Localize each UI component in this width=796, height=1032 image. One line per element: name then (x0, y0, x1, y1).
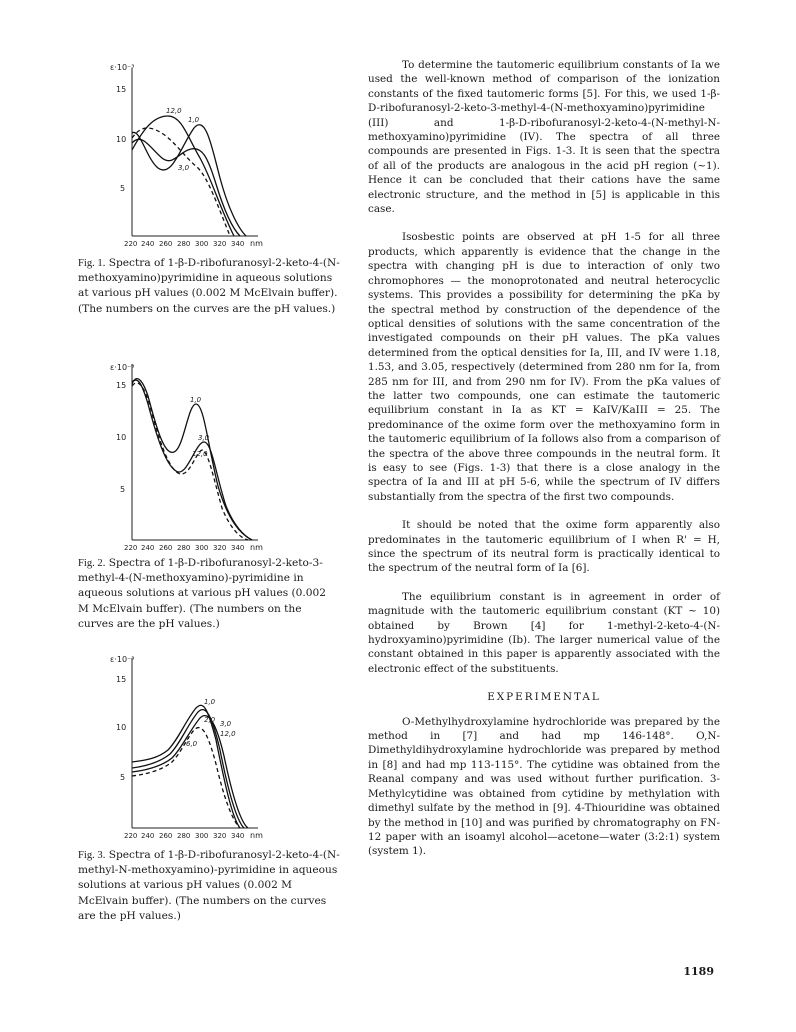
figure-3-plot (108, 650, 288, 842)
paragraph: Isosbestic points are observed at pH 1-5 for all three products, which apparently is evidence that the change in the spectra with changing pH is due to interaction of only two chromophores — the monoprotonated and neutral heterocyclic systems. This provides a possibility for determining the pKa by the spectral method by construction of the dependence of the optical densities of solutions with the same concentration of the investigated compounds on their pH values. The pKa values determined from the optical densities for Ia, III, and IV were 1.18, 1.53, and 3.05, respectively (determined from 280 nm for Ia, from 285 nm for III, and from 290 nm for IV). From the pKa values of the latter two compounds, one can estimate the tautomeric equilibrium constant in Ia as KT = KaIV/KaIII = 25. The predominance of the oxime form over the methoxyamino form in the tautomeric equilibrium of Ia follows also from a comparison of the spectra of the above three compounds in the neutral form. It is easy to see (Figs. 1-3) that there is a close analogy in the spectra of Ia and III at pH 5-6, while the spectrum of IV differs substantially from the spectra of the first two compounds. (368, 231, 720, 503)
x-unit: nm (250, 831, 263, 840)
x-tick: 320 (213, 240, 227, 248)
y-tick: 15 (116, 675, 127, 684)
x-tick: 260 (159, 832, 173, 840)
curve-label: 1,0 (188, 116, 200, 124)
x-tick: 340 (231, 544, 245, 552)
curve-label: 12,0 (192, 450, 208, 458)
y-tick: 5 (120, 184, 126, 193)
caption-text: Spectra of 1-β-D-ribofuranosyl-2-keto-4-(N-methoxyamino)pyrimidine in aqueous solutions at various pH values (0.002 M McElvain buffer). (The numbers on the curves are the pH values.) (78, 257, 340, 315)
y-axis-label: ε·10⁻³ (110, 363, 135, 372)
curve-label: 3,0 (220, 720, 232, 728)
figure-2-caption (78, 556, 340, 632)
x-tick: 220 (124, 544, 138, 552)
x-tick: 240 (141, 240, 155, 248)
section-heading: EXPERIMENTAL (487, 691, 601, 704)
figure-1-plot (108, 58, 288, 248)
y-tick: 10 (116, 723, 127, 732)
curve (132, 116, 234, 236)
y-axis-label: ε·10⁻³ (110, 63, 135, 72)
curve-label: 12,0 (166, 107, 182, 115)
figure-3-caption (78, 848, 340, 924)
x-tick: 340 (231, 832, 245, 840)
paragraph: The equilibrium constant is in agreement in order of magnitude with the tautomeric equilibrium constant (KT ~ 10) obtained by Brown [4] for 1-methyl-2-keto-4-(N-hydroxyamino)pyrimidine (Ib). The larger numerical value of the constant obtained in this paper is apparently associated with the electronic effect of the substituents. (368, 590, 720, 675)
y-axis-label: ε·10⁻³ (110, 655, 135, 664)
figure-2 (108, 356, 288, 554)
x-tick: 260 (159, 544, 173, 552)
x-unit: nm (250, 543, 263, 552)
curve-label: 3,0 (198, 434, 210, 442)
x-tick: 260 (159, 240, 173, 248)
x-unit: nm (250, 239, 263, 248)
caption-text: Spectra of 1-β-D-ribofuranosyl-2-keto-3-methyl-4-(N-methoxyamino)-pyrimidine in aqueous solutions at various pH values (0.002 M McElvain buffer). (The numbers on the curves are the pH values.) (78, 557, 327, 630)
x-tick: 280 (177, 240, 191, 248)
y-tick: 10 (116, 135, 127, 144)
curve-label: 3,0 (178, 164, 190, 172)
y-tick: 5 (120, 485, 126, 494)
curve-label: 12,0 (220, 730, 236, 738)
paragraph: To determine the tautomeric equilibrium constants of Ia we used the well-known method of comparison of the ionization constants of the fixed tautomeric forms [5]. For this, we used 1-β-D-ribofuranosyl-2-keto-3-methyl-4-(N-methoxyamino)pyrimidine (III) and 1-β-D-ribofuranosyl-2-keto-4-(N-methyl-N-methoxyamino)pyrimidine (IV). The spectra of all three compounds are presented in Figs. 1-3. It is seen that the spectra of all of the products are analogous in the acid pH region (~1). Hence it can be concluded that their cations have the same electronic structure, and the method in [5] is applicable in this case. (368, 59, 720, 216)
caption-label: Fig. 1. (78, 258, 106, 269)
x-tick: 280 (177, 832, 191, 840)
y-tick: 15 (116, 381, 127, 390)
x-tick: 320 (213, 544, 227, 552)
x-tick: 300 (195, 544, 209, 552)
page-number: 1189 (683, 965, 714, 978)
figure-1-caption (78, 256, 340, 317)
x-tick: 280 (177, 544, 191, 552)
x-tick: 320 (213, 832, 227, 840)
curve-label: 6,0 (186, 740, 198, 748)
curve-label: 1,0 (204, 698, 216, 706)
body-text (368, 58, 720, 873)
x-tick: 220 (124, 832, 138, 840)
caption-label: Fig. 2. (78, 558, 106, 569)
x-tick: 240 (141, 832, 155, 840)
figure-2-plot (108, 356, 288, 554)
x-tick: 300 (195, 240, 209, 248)
figure-1 (108, 58, 288, 248)
curve-label: 2,0 (204, 716, 216, 724)
x-tick: 240 (141, 544, 155, 552)
y-tick: 5 (120, 773, 126, 782)
paragraph: O-Methylhydroxylamine hydrochloride was prepared by the method in [7] and had mp 146-148°. O,N-Dimethyldihydroxylamine hydrochloride was prepared by method in [8] and had mp 113-115°. The cytidine was obtained from the Reanal company and was used without further purification. 3-Methylcytidine was obtained from cytidine by methylation with dimethyl sulfate by the method in [9]. 4-Thiouridine was obtained by the method in [10] and was purified by chromatography on FN-12 paper with an isoamyl alcohol—acetone—water (3:2:1) system (system 1). (368, 715, 720, 858)
y-tick: 15 (116, 85, 127, 94)
x-tick: 300 (195, 832, 209, 840)
x-tick: 220 (124, 240, 138, 248)
curve-label: 1,0 (190, 396, 202, 404)
caption-label: Fig. 3. (78, 850, 106, 861)
x-tick: 340 (231, 240, 245, 248)
figure-3 (108, 650, 288, 842)
y-tick: 10 (116, 433, 127, 442)
caption-text: Spectra of 1-β-D-ribofuranosyl-2-keto-4-(N-methyl-N-methoxyamino)-pyrimidine in aqueous solutions at various pH values (0.002 M McElvain buffer). (The numbers on the curves are the pH values.) (78, 849, 340, 922)
paragraph: It should be noted that the oxime form apparently also predominates in the tautomeric equilibrium of I when R' = H, since the spectrum of its neutral form is practically identical to the spectrum of the neutral form of Ia [6]. (368, 519, 720, 575)
